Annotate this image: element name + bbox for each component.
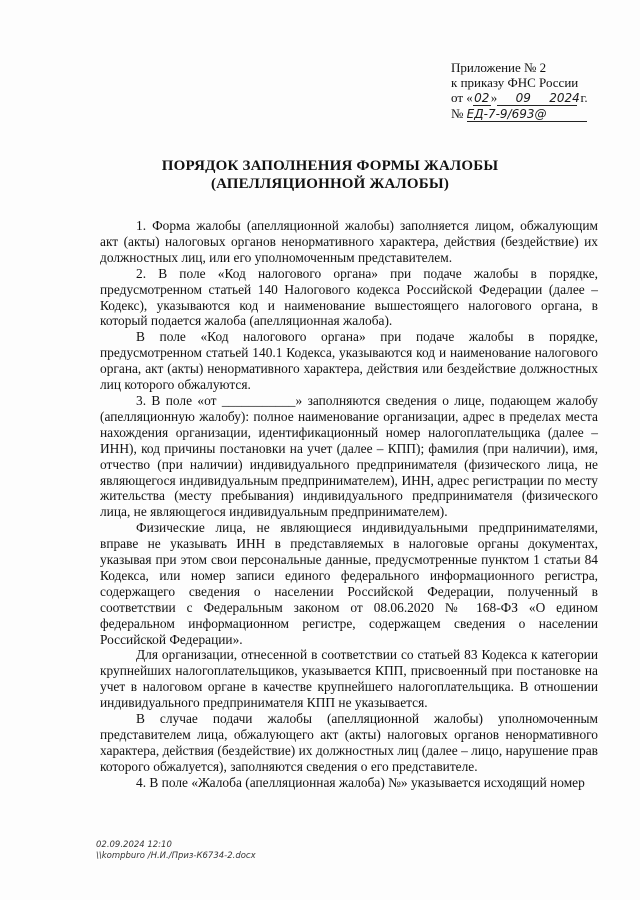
document-title (60, 157, 600, 193)
document-body (100, 218, 598, 791)
paragraph-3: В поле «Код налогового органа» при подаче жалобы в порядке, предусмотренном статьей 140.1 Кодекса, указываются код и наименование налогового органа, акт (акты) ненормативного характера, действия или бездействие должностных лиц которого обжалуются. (100, 329, 598, 393)
paragraph-5: Физические лица, не являющиеся индивидуальными предпринимателями, вправе не указывать ИНН в представляемых в налоговые органы документах, указывая при этом свои персональные данные, предусмотренные пунктом 1 статьи 84 Кодекса, или номер записи единого федерального информационного регистра, содержащего сведения о населении Российской Федерации, полученный в соответствии с Федеральным законом от 08.06.2020 № 168-ФЗ «О едином федеральном информационном регистре, содержащем сведения о населении Российской Федерации». (100, 520, 598, 647)
order-reference: к приказу ФНС России (451, 75, 579, 90)
paragraph-1: 1. Форма жалобы (апелляционной жалобы) заполняется лицом, обжалующим акт (акты) налоговых органов ненормативного характера, действия (бездействие) их должностных лиц, или его уполномоченным представителем. (100, 218, 598, 265)
paragraph-4: 3. В поле «от ___________» заполняются сведения о лице, подающем жалобу (апелляционную жалобу): полное наименование организации, адрес в пределах места нахождения организации, идентификационный номер налогоплательщика (далее – ИНН), код причины постановки на учет (далее – КПП); фамилия (при наличии), имя, отчество (при наличии) индивидуального предпринимателя (физического лица, не являющегося индивидуальным предпринимателем), ИНН, адрес регистрации по месту жительства (месту пребывания) индивидуального предпринимателя (физического лица, не являющегося индивидуальным предпринимателем). (100, 392, 598, 520)
appendix-header (451, 60, 621, 122)
handwritten-order-number: ЕД-7-9/693@ (467, 108, 587, 122)
order-number: № ЕД-7-9/693@ (451, 106, 621, 122)
file-path: \\kompburo /Н.И./Приз-К6734-2.docx (96, 851, 256, 861)
title-line-1: ПОРЯДОК ЗАПОЛНЕНИЯ ФОРМЫ ЖАЛОБЫ (161, 158, 499, 174)
order-date: от «02» 09 2024 г. (451, 90, 588, 105)
handwritten-day: 02 (474, 91, 490, 105)
paragraph-8: 4. В поле «Жалоба (апелляционная жалоба) №» указывается исходящий номер (136, 774, 585, 790)
print-timestamp: 02.09.2024 12:10 (96, 840, 172, 850)
title-line-2: (АПЕЛЛЯЦИОННОЙ ЖАЛОБЫ) (210, 176, 450, 192)
handwritten-year: 2024 (549, 91, 580, 105)
paragraph-2: 2. В поле «Код налогового органа» при подаче жалобы в порядке, предусмотренном статьей 140 Налогового кодекса Российской Федерации (далее – Кодекс), указываются код и наименование вышестоящего налогового органа, в который подается жалоба (апелляционная жалоба). (100, 265, 598, 329)
handwritten-month: 09 (497, 92, 549, 106)
appendix-title: Приложение № 2 (451, 60, 547, 75)
paragraph-7: В случае подачи жалобы (апелляционной жалобы) уполномоченным представителем лица, обжалующего акт (акты) налоговых органов ненормативного характера, действия (бездействие) их должностных лиц (далее – лицо, нарушение прав которого обжалуется), заполняются сведения о его представителе. (100, 711, 598, 774)
paragraph-6: Для организации, отнесенной в соответствии со статьей 83 Кодекса к категории крупнейших налогоплательщиков, указывается КПП, присвоенный при постановке на учет в налоговом органе в качестве крупнейшего налогоплательщика. В отношении индивидуального предпринимателя КПП не указывается. (100, 647, 598, 711)
print-footer (96, 840, 256, 862)
